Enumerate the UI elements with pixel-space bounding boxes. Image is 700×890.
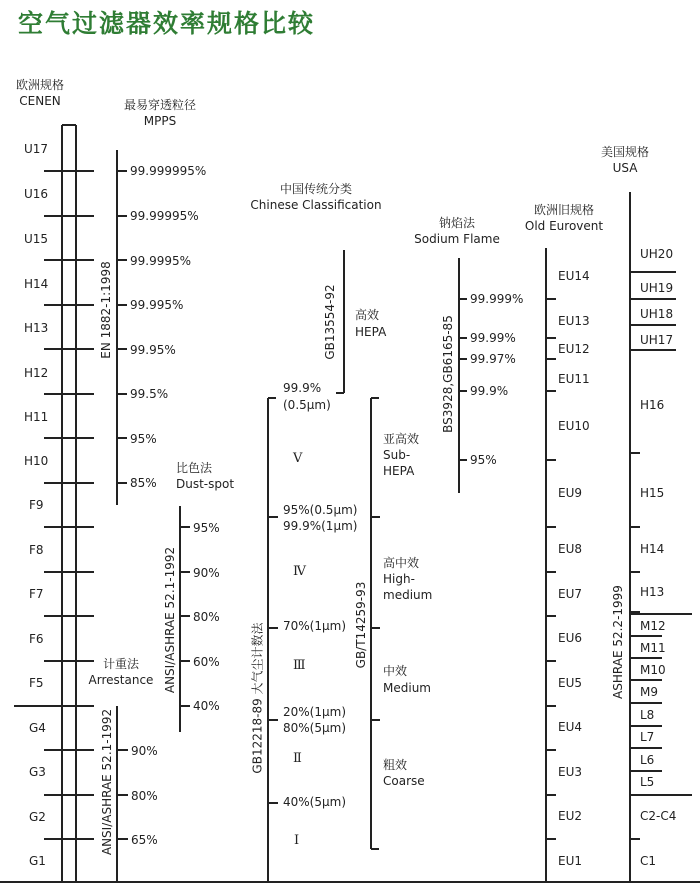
usa-class-label: UH18 [640,307,674,321]
gbt14259-class-en: HEPA [383,464,415,478]
sodium-standard-label: BS3928,GB6165-85 [441,315,455,433]
usa-class-label: L8 [640,708,655,722]
usa-class-label: L5 [640,775,655,789]
chinese-header-en: Chinese Classification [250,198,382,212]
gb12218-label: 40%(5μm) [283,795,346,809]
cenen-class-label: H12 [24,366,49,380]
gb12218-label: 80%(5μm) [283,721,346,735]
mpps-value: 85% [130,476,157,490]
cenen-class-label: F5 [29,676,44,690]
cenen-class-label: F9 [29,498,44,512]
usa-header-zh: 美国规格 [600,145,649,159]
eurovent-class-label: EU2 [558,809,582,823]
cenen-header-zh: 欧洲规格 [15,78,64,92]
gb12218-class-iii: Ⅲ [293,658,306,673]
mpps-value: 99.95% [130,343,176,357]
cenen-class-label: U16 [24,187,49,201]
usa-header [590,144,660,176]
mpps-value: 99.999995% [130,164,207,178]
eurovent-header-zh: 欧洲旧规格 [533,203,594,217]
eurovent-class-label: EU6 [558,631,582,645]
gb12218-label: 95%(0.5μm) [283,503,358,517]
usa-class-label: C2-C4 [640,809,677,823]
arrestance-standard-label: ANSI/ASHRAE 52.1-1992 [100,708,114,856]
chinese-header-zh: 中国传统分类 [279,182,352,196]
eurovent-class-label: EU12 [558,342,590,356]
gbt14259-standard-label: GB/T14259-93 [354,581,368,669]
usa-class-label: H15 [640,486,665,500]
gbt14259-class-zh: 粗效 [383,758,408,772]
dustspot-value: 40% [193,699,220,713]
cenen-class-label: H10 [24,454,49,468]
cenen-class-label: F7 [29,587,44,601]
cenen-header-en: CENEN [19,94,61,108]
sodium-value: 99.99% [470,331,516,345]
eurovent-class-label: EU14 [558,269,590,283]
eurovent-class-label: EU4 [558,720,582,734]
gbt14259-class-en: Coarse [383,774,425,788]
sodium-value: 99.97% [470,352,516,366]
arrestance-header-zh: 计重法 [102,657,139,671]
cenen-class-label: G2 [29,810,46,824]
cenen-class-label: F6 [29,632,44,646]
cenen-class-label: F8 [29,543,44,557]
gb12218-class-i: Ⅰ [294,833,300,848]
chinese-header [236,181,396,213]
cenen-class-label: H11 [24,410,49,424]
dustspot-standard-label: ANSI/ASHRAE 52.1-1992 [163,546,177,694]
mpps-header-en: MPPS [143,114,177,128]
gbt14259-class-zh: 中效 [383,664,408,678]
mpps-value: 99.5% [130,387,169,401]
sodium-header-zh: 钠焰法 [438,216,475,230]
mpps-header [104,97,216,129]
cenen-class-label: U15 [24,232,49,246]
sodium-header [404,215,510,247]
eurovent-class-label: EU13 [558,314,590,328]
arrestance-value: 80% [131,789,158,803]
usa-class-label: UH19 [640,281,674,295]
gbt14259-class-en: Medium [383,681,431,695]
eurovent-class-label: EU5 [558,676,582,690]
eurovent-class-label: EU7 [558,587,582,601]
sodium-value: 99.9% [470,384,509,398]
eurovent-class-label: EU1 [558,854,582,868]
usa-class-label: M12 [640,619,666,633]
usa-class-label: L7 [640,730,655,744]
dustspot-value: 95% [193,521,220,535]
arrestance-value: 90% [131,744,158,758]
hepa-zh-label: 高效 [355,308,380,322]
usa-class-label: C1 [640,854,657,868]
gb12218-label: 99.9% [283,381,322,395]
gbt14259-class-en: medium [383,588,433,602]
gb12218-label: 70%(1μm) [283,619,346,633]
gb12218-label: 20%(1μm) [283,705,346,719]
sodium-value: 99.999% [470,292,524,306]
cenen-class-label: G4 [29,721,46,735]
usa-class-label: M11 [640,641,666,655]
usa-class-label: L6 [640,753,655,767]
arrestance-header [80,656,162,688]
hepa-en-label: HEPA [355,325,387,339]
dustspot-header-zh: 比色法 [176,461,213,475]
dustspot-value: 60% [193,655,220,669]
usa-header-en: USA [612,161,638,175]
usa-class-label: M9 [640,685,658,699]
eurovent-class-label: EU10 [558,419,590,433]
eurovent-class-label: EU9 [558,486,582,500]
cenen-class-label: U17 [24,142,49,156]
dustspot-value: 90% [193,566,220,580]
gb13554-standard-label: GB13554-92 [323,284,337,360]
eurovent-class-label: EU8 [558,542,582,556]
gbt14259-class-zh: 亚高效 [383,432,420,446]
gb12218-class-v: Ⅴ [293,451,303,466]
sodium-value: 95% [470,453,497,467]
arrestance-value: 65% [131,833,158,847]
dustspot-value: 80% [193,610,220,624]
usa-class-label: H14 [640,542,665,556]
cenen-class-label: H14 [24,277,49,291]
eurovent-header-en: Old Eurovent [524,219,604,233]
mpps-value: 99.99995% [130,209,199,223]
gb12218-class-ii: Ⅱ [293,751,302,766]
usa-class-label: H13 [640,585,665,599]
mpps-value: 99.995% [130,298,184,312]
gb12218-class-iv: Ⅳ [293,564,306,579]
usa-class-label: UH20 [640,247,674,261]
gbt14259-class-en: Sub- [383,448,411,462]
gbt14259-class-zh: 高中效 [383,556,420,570]
gb12218-label: 99.9%(1μm) [283,519,358,533]
mpps-value: 99.9995% [130,254,192,268]
usa-class-label: UH17 [640,333,674,347]
cenen-class-label: G3 [29,765,46,779]
dustspot-header-en: Dust-spot [176,477,235,491]
cenen-header [10,77,70,109]
gb12218-standard-label: GB12218-89 大气尘计数法 [250,622,265,774]
gb12218-label: (0.5μm) [283,398,331,412]
usa-class-label: M10 [640,663,666,677]
dustspot-header [176,460,260,492]
eurovent-header [514,202,614,234]
mpps-header-zh: 最易穿透粒径 [123,98,196,112]
eurovent-class-label: EU3 [558,765,582,779]
cenen-class-label: G1 [29,854,46,868]
gbt14259-class-en: High- [383,572,415,586]
ashrae522-standard-label: ASHRAE 52.2-1999 [611,585,625,699]
usa-class-label: H16 [640,398,665,412]
mpps-value: 95% [130,432,157,446]
sodium-header-en: Sodium Flame [414,232,500,246]
page-title: 空气过滤器效率规格比较 [18,9,316,38]
cenen-class-label: H13 [24,321,49,335]
arrestance-header-en: Arrestance [88,673,154,687]
en1882-standard-label: EN 1882-1:1998 [99,261,113,359]
eurovent-class-label: EU11 [558,372,590,386]
